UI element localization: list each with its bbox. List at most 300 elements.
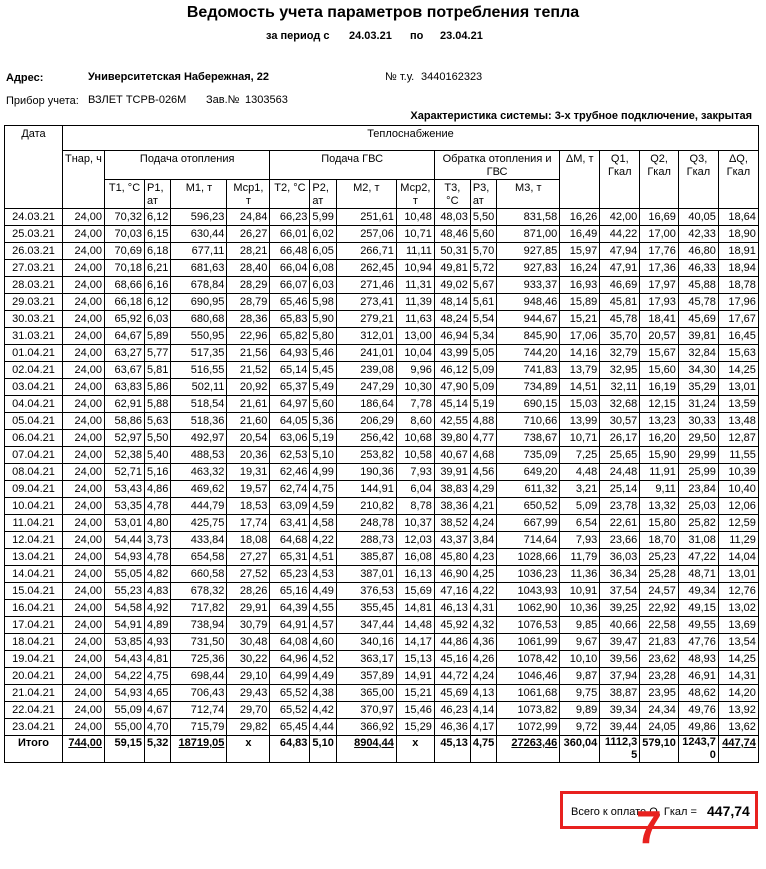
table-cell: 14,31 (718, 668, 758, 685)
table-cell: 831,58 (497, 209, 560, 226)
table-cell: 17,36 (640, 260, 679, 277)
table-cell: 24,00 (63, 362, 105, 379)
table-cell: 6,12 (145, 294, 171, 311)
table-cell: 4,57 (310, 617, 336, 634)
total-cell: 579,10 (640, 736, 679, 763)
header-heating-supply: Подача отопления (105, 151, 270, 180)
table-cell: 376,53 (336, 583, 396, 600)
row-date: 12.04.21 (5, 532, 63, 549)
table-cell: 5,86 (145, 379, 171, 396)
table-cell: 596,23 (171, 209, 227, 226)
table-cell: 14,17 (396, 634, 434, 651)
total-cell: 8904,44 (336, 736, 396, 763)
address-value: Университетская Набережная, 22 (88, 71, 269, 83)
table-cell: 714,64 (497, 532, 560, 549)
table-cell: 4,70 (145, 719, 171, 736)
table-cell: 9,89 (560, 702, 600, 719)
table-cell: 26,17 (600, 430, 640, 447)
table-cell: 9,72 (560, 719, 600, 736)
total-cell: 447,74 (718, 736, 758, 763)
table-cell: 49,86 (678, 719, 718, 736)
table-cell: 28,40 (227, 260, 270, 277)
table-cell: 15,21 (396, 685, 434, 702)
table-cell: 48,24 (434, 311, 470, 328)
table-cell: 29,99 (678, 447, 718, 464)
header-t3: Т3, °С (434, 180, 470, 209)
payment-value: 447,74 (707, 803, 750, 819)
header-dm: ΔМ, т (560, 151, 600, 209)
header-dq: ΔQ, Гкал (718, 151, 758, 209)
table-cell: 54,44 (105, 532, 145, 549)
table-cell: 690,95 (171, 294, 227, 311)
table-cell: 15,69 (396, 583, 434, 600)
table-cell: 239,08 (336, 362, 396, 379)
table-cell: 70,32 (105, 209, 145, 226)
table-cell: 7,93 (560, 532, 600, 549)
table-cell: 4,31 (470, 600, 496, 617)
table-cell: 64,96 (270, 651, 310, 668)
table-cell: 518,36 (171, 413, 227, 430)
table-cell: 186,64 (336, 396, 396, 413)
table-cell: 24,00 (63, 209, 105, 226)
row-date: 26.03.21 (5, 243, 63, 260)
table-cell: 22,96 (227, 328, 270, 345)
row-date: 08.04.21 (5, 464, 63, 481)
table-row (5, 549, 759, 566)
table-cell: 5,46 (310, 345, 336, 362)
table-cell: 48,71 (678, 566, 718, 583)
table-cell: 24,00 (63, 549, 105, 566)
table-cell: 6,02 (310, 226, 336, 243)
table-cell: 47,91 (600, 260, 640, 277)
table-cell: 948,46 (497, 294, 560, 311)
table-cell: 31,08 (678, 532, 718, 549)
table-row (5, 651, 759, 668)
table-cell: 11,39 (396, 294, 434, 311)
table-cell: 45,14 (434, 396, 470, 413)
table-cell: 725,36 (171, 651, 227, 668)
table-cell: 4,36 (470, 634, 496, 651)
table-cell: 48,62 (678, 685, 718, 702)
table-cell: 17,97 (640, 277, 679, 294)
table-cell: 45,78 (600, 311, 640, 328)
table-cell: 4,32 (470, 617, 496, 634)
table-cell: 271,46 (336, 277, 396, 294)
row-date: 24.03.21 (5, 209, 63, 226)
table-cell: 39,25 (600, 600, 640, 617)
table-cell: 4,14 (470, 702, 496, 719)
table-cell: 25,23 (640, 549, 679, 566)
table-row (5, 260, 759, 277)
table-cell: 248,78 (336, 515, 396, 532)
table-cell: 18,64 (718, 209, 758, 226)
table-cell: 1061,68 (497, 685, 560, 702)
table-cell: 463,32 (171, 464, 227, 481)
table-cell: 65,37 (270, 379, 310, 396)
table-cell: 4,58 (310, 515, 336, 532)
table-cell: 39,56 (600, 651, 640, 668)
table-cell: 10,30 (396, 379, 434, 396)
table-cell: 16,20 (640, 430, 679, 447)
row-date: 19.04.21 (5, 651, 63, 668)
table-cell: 3,21 (560, 481, 600, 498)
table-cell: 46,91 (678, 668, 718, 685)
table-cell: 5,50 (470, 209, 496, 226)
row-date: 03.04.21 (5, 379, 63, 396)
table-cell: 690,15 (497, 396, 560, 413)
table-cell: 4,13 (470, 685, 496, 702)
table-cell: 13,32 (640, 498, 679, 515)
table-cell: 4,38 (310, 685, 336, 702)
table-cell: 63,83 (105, 379, 145, 396)
table-cell: 64,08 (270, 634, 310, 651)
table-cell: 18,53 (227, 498, 270, 515)
header-msr2: Мср2, т (396, 180, 434, 209)
table-cell: 5,09 (470, 379, 496, 396)
table-cell: 65,52 (270, 685, 310, 702)
table-cell: 65,45 (270, 719, 310, 736)
table-cell: 18,41 (640, 311, 679, 328)
table-cell: 933,37 (497, 277, 560, 294)
annotation-number: 7 (636, 801, 662, 853)
table-cell: 660,58 (171, 566, 227, 583)
table-row (5, 719, 759, 736)
table-cell: 4,78 (145, 498, 171, 515)
table-cell: 24,00 (63, 277, 105, 294)
table-cell: 45,88 (678, 277, 718, 294)
table-cell: 23,66 (600, 532, 640, 549)
table-cell: 11,63 (396, 311, 434, 328)
table-cell: 46,94 (434, 328, 470, 345)
table-cell: 6,18 (145, 243, 171, 260)
table-cell: 16,08 (396, 549, 434, 566)
table-row (5, 209, 759, 226)
table-cell: 22,92 (640, 600, 679, 617)
table-cell: 4,42 (310, 702, 336, 719)
table-cell: 66,18 (105, 294, 145, 311)
table-cell: 49,34 (678, 583, 718, 600)
table-cell: 15,80 (640, 515, 679, 532)
table-row (5, 396, 759, 413)
table-cell: 677,11 (171, 243, 227, 260)
table-cell: 256,42 (336, 430, 396, 447)
table-cell: 45,80 (434, 549, 470, 566)
serial-number: 1303563 (245, 94, 288, 106)
table-cell: 5,89 (145, 328, 171, 345)
table-cell: 25,03 (678, 498, 718, 515)
table-cell: 1061,99 (497, 634, 560, 651)
table-cell: 46,80 (678, 243, 718, 260)
table-cell: 48,93 (678, 651, 718, 668)
table-cell: 45,81 (600, 294, 640, 311)
tu-label: № т.у. (385, 71, 415, 83)
table-cell: 39,44 (600, 719, 640, 736)
table-cell: 65,46 (270, 294, 310, 311)
table-cell: 55,00 (105, 719, 145, 736)
table-cell: 66,07 (270, 277, 310, 294)
table-cell: 11,29 (718, 532, 758, 549)
table-cell: 262,45 (336, 260, 396, 277)
table-cell: 65,83 (270, 311, 310, 328)
table-cell: 5,16 (145, 464, 171, 481)
table-cell: 516,55 (171, 362, 227, 379)
table-cell: 9,11 (640, 481, 679, 498)
table-cell: 7,93 (396, 464, 434, 481)
table-cell: 5,40 (145, 447, 171, 464)
row-date: 29.03.21 (5, 294, 63, 311)
table-cell: 5,50 (145, 430, 171, 447)
table-cell: 63,09 (270, 498, 310, 515)
table-cell: 366,92 (336, 719, 396, 736)
total-label: Итого (5, 736, 63, 763)
table-cell: 29,10 (227, 668, 270, 685)
table-cell: 13,01 (718, 566, 758, 583)
header-t-nar: Тнар, ч (63, 151, 105, 209)
table-cell: 13,23 (640, 413, 679, 430)
header-m1: М1, т (171, 180, 227, 209)
row-date: 09.04.21 (5, 481, 63, 498)
table-cell: 5,63 (145, 413, 171, 430)
table-cell: 4,24 (470, 668, 496, 685)
table-cell: 12,59 (718, 515, 758, 532)
table-cell: 12,06 (718, 498, 758, 515)
device-value: ВЗЛЕТ ТСРВ-026М (88, 94, 187, 106)
table-cell: 21,52 (227, 362, 270, 379)
table-cell: 13,59 (718, 396, 758, 413)
table-cell: 347,44 (336, 617, 396, 634)
table-cell: 64,68 (270, 532, 310, 549)
table-cell: 678,32 (171, 583, 227, 600)
table-cell: 9,87 (560, 668, 600, 685)
table-cell: 654,58 (171, 549, 227, 566)
table-cell: 24,00 (63, 294, 105, 311)
row-date: 02.04.21 (5, 362, 63, 379)
table-cell: 26,27 (227, 226, 270, 243)
table-cell: 247,29 (336, 379, 396, 396)
table-cell: 11,36 (560, 566, 600, 583)
table-cell: 4,52 (310, 651, 336, 668)
table-cell: 425,75 (171, 515, 227, 532)
table-cell: 49,76 (678, 702, 718, 719)
table-cell: 55,09 (105, 702, 145, 719)
table-cell: 14,16 (560, 345, 600, 362)
table-cell: 43,99 (434, 345, 470, 362)
row-date: 11.04.21 (5, 515, 63, 532)
table-cell: 4,82 (145, 566, 171, 583)
table-cell: 251,61 (336, 209, 396, 226)
table-cell: 49,81 (434, 260, 470, 277)
table-cell: 65,16 (270, 583, 310, 600)
table-cell: 53,01 (105, 515, 145, 532)
table-cell: 8,60 (396, 413, 434, 430)
table-cell: 710,66 (497, 413, 560, 430)
table-cell: 20,54 (227, 430, 270, 447)
table-cell: 279,21 (336, 311, 396, 328)
table-cell: 39,81 (678, 328, 718, 345)
table-cell: 14,51 (560, 379, 600, 396)
table-cell: 24,00 (63, 498, 105, 515)
period-to-label: по (410, 30, 424, 42)
table-row (5, 600, 759, 617)
table-cell: 712,74 (171, 702, 227, 719)
table-cell: 32,79 (600, 345, 640, 362)
table-cell: 4,21 (470, 498, 496, 515)
table-cell: 4,68 (470, 447, 496, 464)
table-cell: 1073,82 (497, 702, 560, 719)
table-cell: 17,74 (227, 515, 270, 532)
table-row (5, 226, 759, 243)
table-cell: 53,85 (105, 634, 145, 651)
table-cell: 6,16 (145, 277, 171, 294)
table-cell: 24,00 (63, 702, 105, 719)
table-cell: 24,00 (63, 260, 105, 277)
table-row (5, 583, 759, 600)
table-row (5, 447, 759, 464)
header-q3: Q3, Гкал (678, 151, 718, 209)
table-cell: 16,45 (718, 328, 758, 345)
table-row (5, 702, 759, 719)
table-cell: 4,17 (470, 719, 496, 736)
table-cell: 21,83 (640, 634, 679, 651)
table-cell: 4,77 (470, 430, 496, 447)
table-cell: 32,95 (600, 362, 640, 379)
table-cell: 6,03 (310, 277, 336, 294)
table-cell: 649,20 (497, 464, 560, 481)
table-cell: 4,92 (145, 600, 171, 617)
header-q2: Q2, Гкал (640, 151, 679, 209)
table-cell: 387,01 (336, 566, 396, 583)
period-to: 23.04.21 (440, 30, 483, 42)
header-heat-supply: Теплоснабжение (63, 126, 759, 151)
table-cell: 5,99 (310, 209, 336, 226)
table-cell: 24,00 (63, 464, 105, 481)
table-cell: 518,54 (171, 396, 227, 413)
table-cell: 24,00 (63, 226, 105, 243)
table-cell: 14,25 (718, 651, 758, 668)
table-cell: 10,68 (396, 430, 434, 447)
table-cell: 24,00 (63, 685, 105, 702)
table-cell: 66,01 (270, 226, 310, 243)
table-cell: 38,36 (434, 498, 470, 515)
table-cell: 12,15 (640, 396, 679, 413)
table-cell: 12,87 (718, 430, 758, 447)
table-cell: 21,61 (227, 396, 270, 413)
table-cell: 6,15 (145, 226, 171, 243)
table-cell: 27,52 (227, 566, 270, 583)
table-cell: 55,23 (105, 583, 145, 600)
table-cell: 4,56 (470, 464, 496, 481)
header-p1: Р1, ат (145, 180, 171, 209)
table-cell: 24,00 (63, 566, 105, 583)
table-cell: 5,19 (310, 430, 336, 447)
table-cell: 363,17 (336, 651, 396, 668)
table-cell: 190,36 (336, 464, 396, 481)
table-cell: 706,43 (171, 685, 227, 702)
table-cell: 731,50 (171, 634, 227, 651)
table-cell: 4,99 (310, 464, 336, 481)
table-cell: 4,25 (470, 566, 496, 583)
table-cell: 4,75 (310, 481, 336, 498)
table-cell: 4,60 (310, 634, 336, 651)
table-row (5, 566, 759, 583)
table-cell: 13,02 (718, 600, 758, 617)
header-t1: Т1, °С (105, 180, 145, 209)
table-cell: 15,29 (396, 719, 434, 736)
table-cell: 22,58 (640, 617, 679, 634)
table-cell: 37,94 (600, 668, 640, 685)
table-cell: 25,28 (640, 566, 679, 583)
table-cell: 1078,42 (497, 651, 560, 668)
table-cell: 944,67 (497, 311, 560, 328)
table-cell: 4,75 (145, 668, 171, 685)
table-cell: 12,76 (718, 583, 758, 600)
table-cell: 4,67 (145, 702, 171, 719)
table-cell: 24,00 (63, 583, 105, 600)
table-cell: 29,50 (678, 430, 718, 447)
table-cell: 19,57 (227, 481, 270, 498)
table-cell: 1062,90 (497, 600, 560, 617)
table-cell: 53,43 (105, 481, 145, 498)
table-cell: 9,75 (560, 685, 600, 702)
table-cell: 54,58 (105, 600, 145, 617)
device-label: Прибор учета: (6, 95, 79, 107)
total-cell: 4,75 (470, 736, 496, 763)
header-p3: Р3, ат (470, 180, 496, 209)
table-cell: 1028,66 (497, 549, 560, 566)
table-cell: 50,31 (434, 243, 470, 260)
table-cell: 37,54 (600, 583, 640, 600)
table-cell: 23,95 (640, 685, 679, 702)
table-cell: 64,91 (270, 617, 310, 634)
table-row (5, 481, 759, 498)
total-cell: x (396, 736, 434, 763)
table-cell: 253,82 (336, 447, 396, 464)
table-cell: 46,12 (434, 362, 470, 379)
total-cell: 64,83 (270, 736, 310, 763)
table-row (5, 685, 759, 702)
table-row (5, 634, 759, 651)
row-date: 06.04.21 (5, 430, 63, 447)
table-cell: 24,48 (600, 464, 640, 481)
table-cell: 14,20 (718, 685, 758, 702)
table-cell: 54,43 (105, 651, 145, 668)
table-cell: 28,29 (227, 277, 270, 294)
table-cell: 715,79 (171, 719, 227, 736)
table-row (5, 243, 759, 260)
table-row (5, 362, 759, 379)
table-cell: 48,14 (434, 294, 470, 311)
header-return: Обратка отопления и ГВС (434, 151, 559, 180)
table-cell: 15,46 (396, 702, 434, 719)
table-cell: 17,96 (718, 294, 758, 311)
table-cell: 9,96 (396, 362, 434, 379)
table-row (5, 498, 759, 515)
table-cell: 25,82 (678, 515, 718, 532)
table-cell: 23,62 (640, 651, 679, 668)
table-cell: 5,05 (470, 345, 496, 362)
table-cell: 18,70 (640, 532, 679, 549)
table-cell: 64,39 (270, 600, 310, 617)
total-cell: 360,04 (560, 736, 600, 763)
table-cell: 32,68 (600, 396, 640, 413)
total-cell: 5,10 (310, 736, 336, 763)
table-cell: 24,00 (63, 413, 105, 430)
table-cell: 64,99 (270, 668, 310, 685)
table-cell: 10,39 (718, 464, 758, 481)
table-cell: 210,82 (336, 498, 396, 515)
table-cell: 54,91 (105, 617, 145, 634)
table-cell: 46,13 (434, 600, 470, 617)
